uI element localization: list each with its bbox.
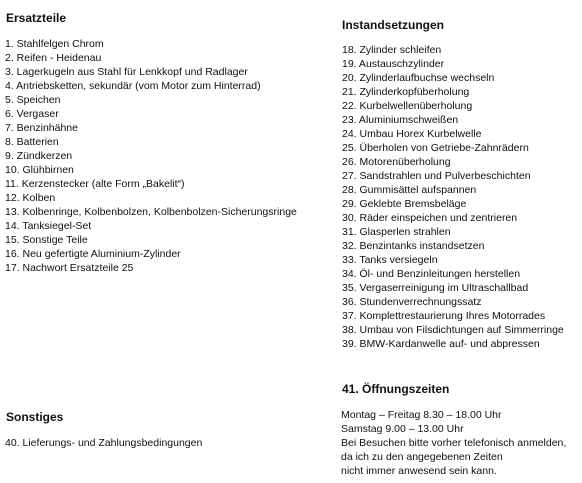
instandsetzungen-link-29[interactable]: 29. Geklebte Bremsbeläge [342,198,467,210]
ersatzteile-link-10[interactable]: 10. Glühbirnen [5,164,74,176]
sonstiges-heading: Sonstiges [6,410,64,424]
ersatzteile-link-15[interactable]: 15. Sonstige Teile [5,234,88,246]
instandsetzungen-link-25[interactable]: 25. Überholen von Getriebe-Zahnrädern [342,142,529,154]
ersatzteile-list [5,37,297,275]
ersatzteile-link-9[interactable]: 9. Zündkerzen [5,150,73,162]
instandsetzungen-link-36[interactable]: 36. Stundenverrechnungssatz [342,296,482,308]
ersatzteile-link-13[interactable]: 13. Kolbenringe, Kolbenbolzen, Kolbenbolzen-Sicherungsringe [5,206,297,218]
instandsetzungen-link-21[interactable]: 21. Zylinderkopfüberholung [342,86,470,98]
instandsetzungen-link-20[interactable]: 20. Zylinderlaufbuchse wechseln [342,72,495,84]
sonstiges-link-40[interactable]: 40. Lieferungs- und Zahlungsbedingungen [5,437,203,449]
instandsetzungen-link-26[interactable]: 26. Motorenüberholung [342,156,451,168]
instandsetzungen-link-38[interactable]: 38. Umbau von Filsdichtungen auf Simmerringe [342,324,564,336]
ersatzteile-link-14[interactable]: 14. Tanksiegel-Set [5,220,92,232]
ersatzteile-link-8[interactable]: 8. Batterien [5,136,59,148]
instandsetzungen-link-24[interactable]: 24. Umbau Horex Kurbelwelle [342,128,482,140]
instandsetzungen-link-18[interactable]: 18. Zylinder schleifen [342,44,442,56]
ersatzteile-link-17[interactable]: 17. Nachwort Ersatzteile 25 [5,262,134,274]
ersatzteile-link-3[interactable]: 3. Lagerkugeln aus Stahl für Lenkkopf und Radlager [5,66,248,78]
instandsetzungen-link-28[interactable]: 28. Gummisättel aufspannen [342,184,477,196]
instandsetzungen-link-27[interactable]: 27. Sandstrahlen und Pulverbeschichten [342,170,531,182]
hours-note-line: da ich zu den angegebenen Zeiten [341,451,503,463]
oeffnungszeiten-text [341,408,566,478]
instandsetzungen-link-37[interactable]: 37. Komplettrestaurierung Ihres Motorrades [342,310,546,322]
instandsetzungen-heading: Instandsetzungen [342,18,445,32]
hours-weekday: Montag – Freitag 8.30 – 18.00 Uhr [341,409,502,421]
hours-saturday: Samstag 9.00 – 13.00 Uhr [341,423,464,435]
instandsetzungen-link-23[interactable]: 23. Aluminiumschweißen [342,114,459,126]
ersatzteile-link-1[interactable]: 1. Stahlfelgen Chrom [5,38,104,50]
ersatzteile-link-4[interactable]: 4. Antriebsketten, sekundär (vom Motor zum Hinterrad) [5,80,261,92]
ersatzteile-heading: Ersatzteile [6,11,67,25]
instandsetzungen-link-33[interactable]: 33. Tanks versiegeln [342,254,438,266]
ersatzteile-link-6[interactable]: 6. Vergaser [5,108,59,120]
instandsetzungen-link-19[interactable]: 19. Austauschzylinder [342,58,445,70]
instandsetzungen-link-35[interactable]: 35. Vergaserreinigung im Ultraschallbad [342,282,529,294]
hours-note-line: Bei Besuchen bitte vorher telefonisch anmelden, [341,437,567,449]
hours-note-line: nicht immer anwesend sein kann. [341,465,497,477]
instandsetzungen-list [342,43,564,351]
ersatzteile-link-16[interactable]: 16. Neu gefertigte Aluminium-Zylinder [5,248,181,260]
instandsetzungen-link-22[interactable]: 22. Kurbelwellenüberholung [342,100,473,112]
instandsetzungen-link-39[interactable]: 39. BMW-Kardanwelle auf- und abpressen [342,338,540,350]
ersatzteile-link-7[interactable]: 7. Benzinhähne [5,122,78,134]
ersatzteile-link-2[interactable]: 2. Reifen - Heidenau [5,52,102,64]
ersatzteile-link-5[interactable]: 5. Speichen [5,94,61,106]
ersatzteile-link-11[interactable]: 11. Kerzenstecker (alte Form „Bakelit“) [5,178,185,190]
oeffnungszeiten-heading: 41. Öffnungszeiten [342,382,450,396]
instandsetzungen-link-30[interactable]: 30. Räder einspeichen und zentrieren [342,212,518,224]
sonstiges-list [5,436,202,450]
instandsetzungen-link-34[interactable]: 34. Öl- und Benzinleitungen herstellen [342,268,521,280]
instandsetzungen-link-31[interactable]: 31. Glasperlen strahlen [342,226,451,238]
ersatzteile-link-12[interactable]: 12. Kolben [5,192,56,204]
instandsetzungen-link-32[interactable]: 32. Benzintanks instandsetzen [342,240,485,252]
